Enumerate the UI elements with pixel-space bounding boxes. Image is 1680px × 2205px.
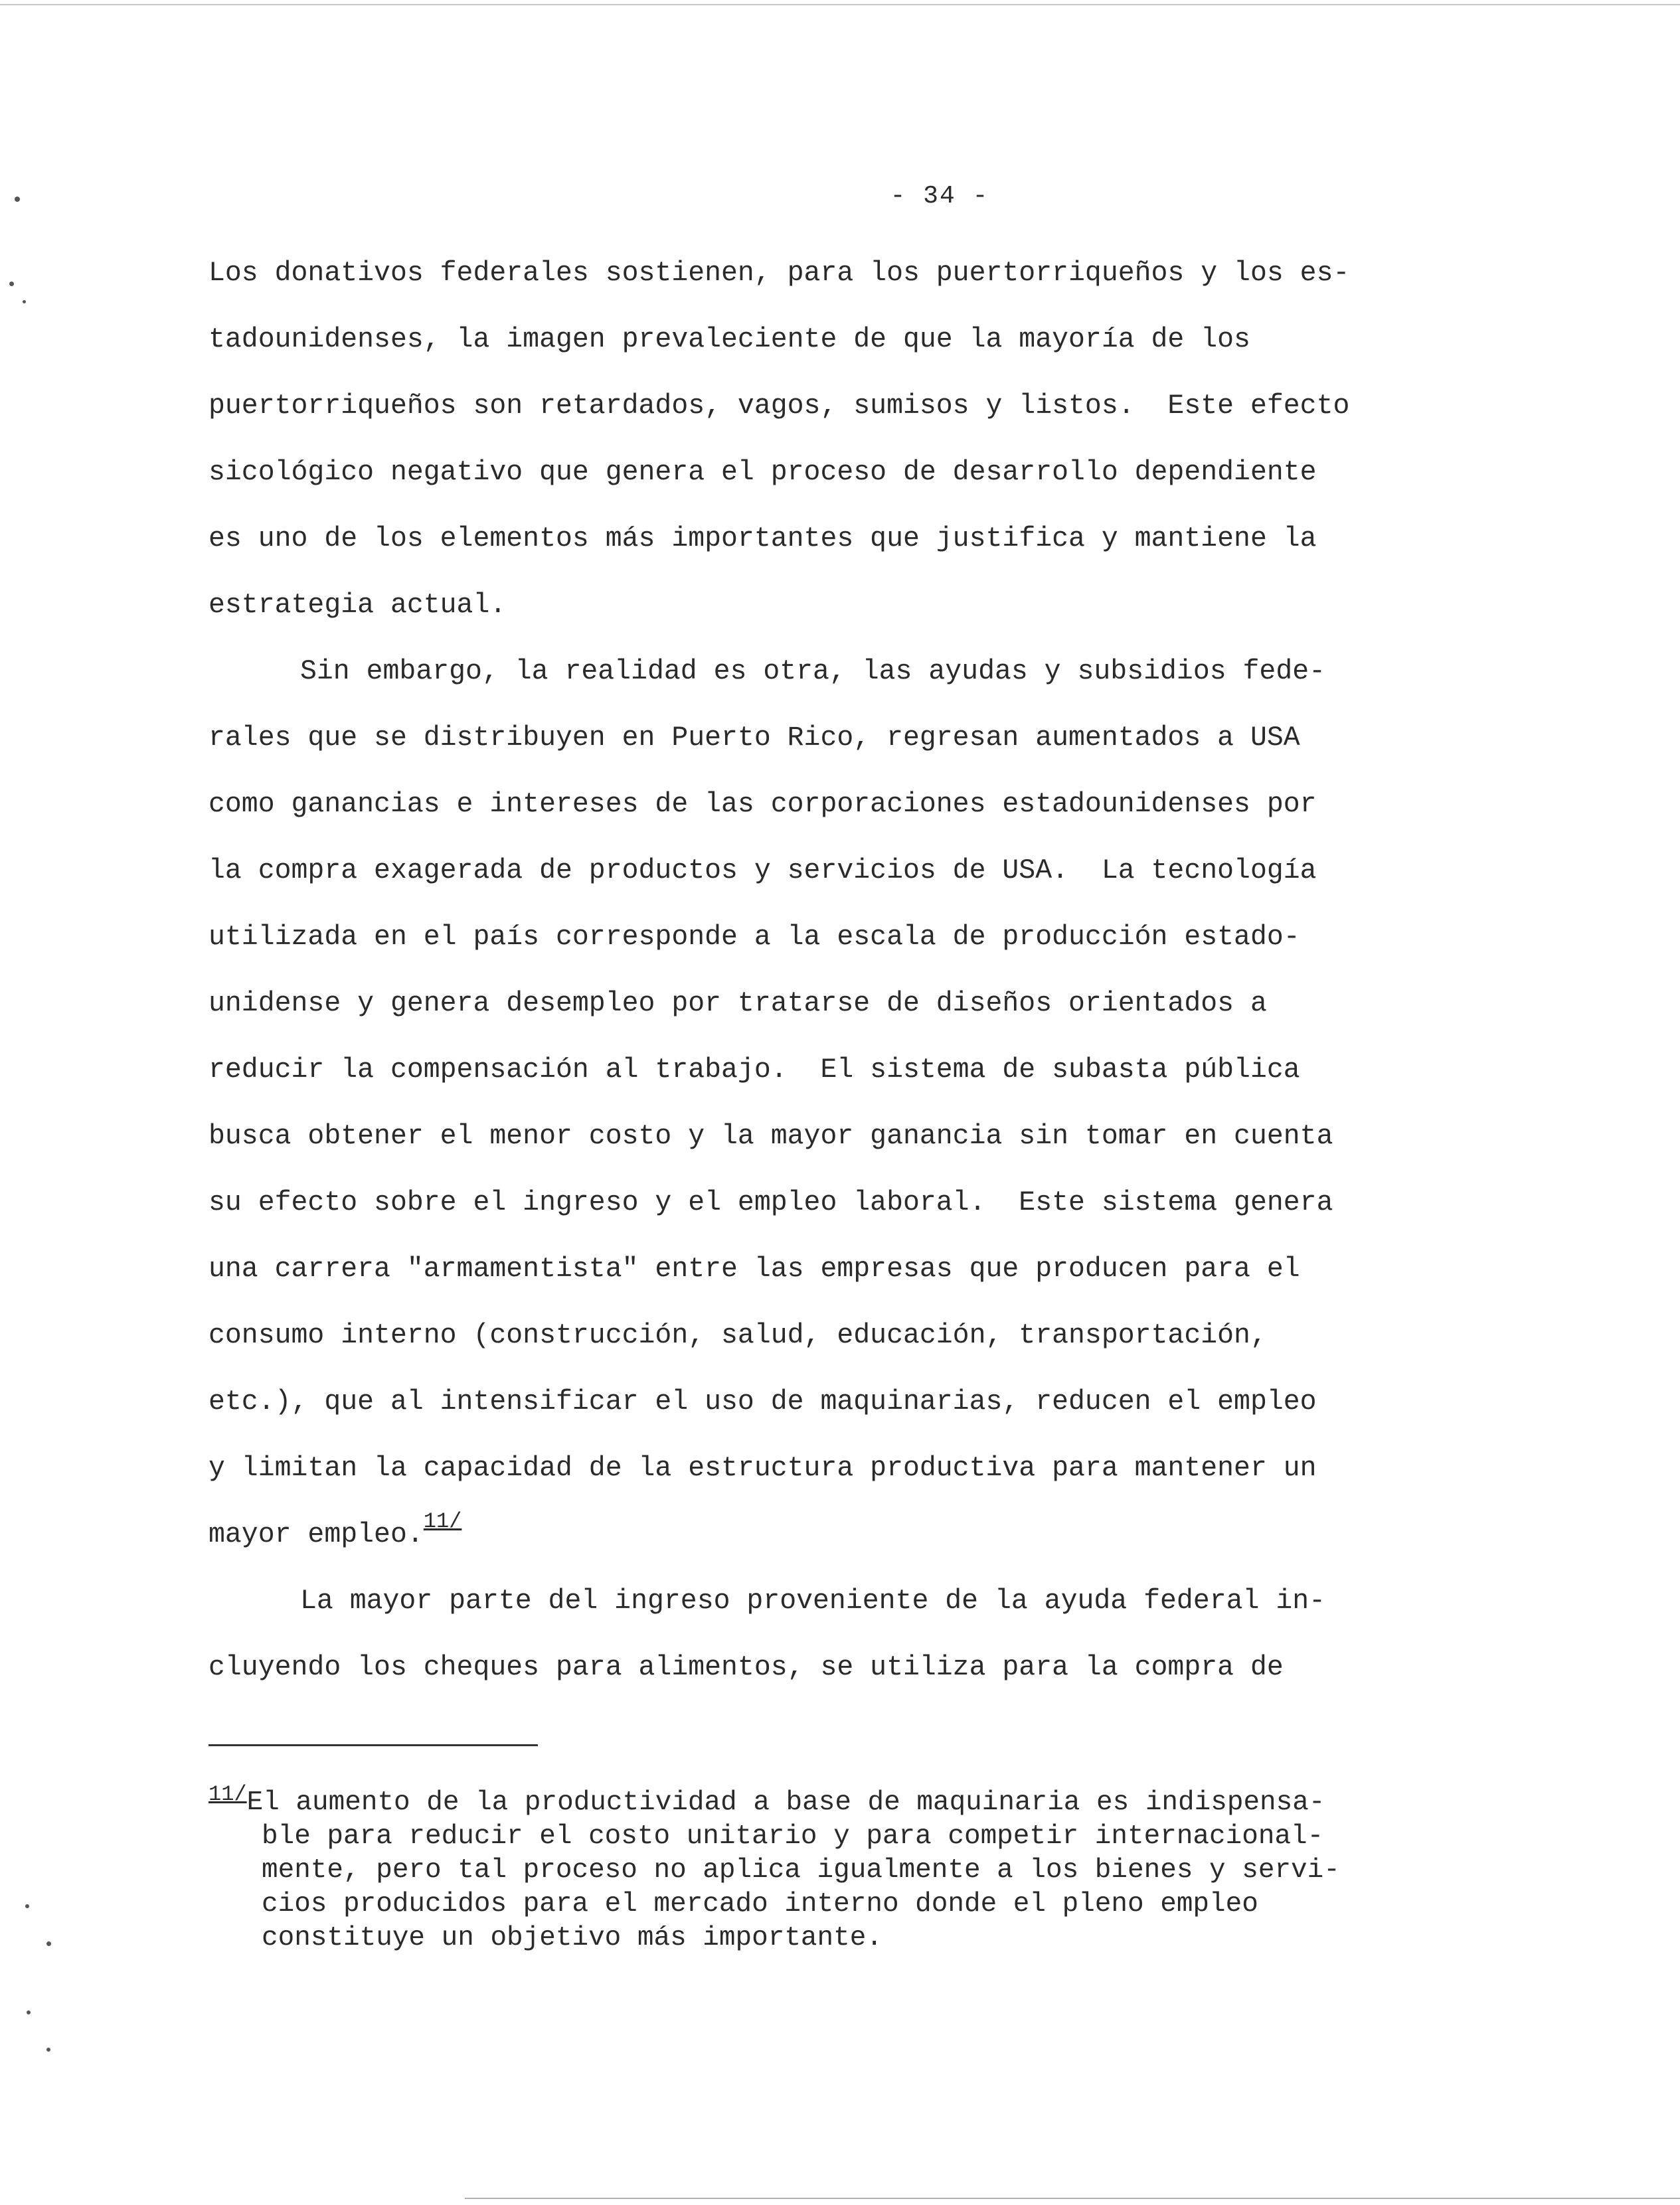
- text-line: tadounidenses, la imagen prevaleciente de que la mayoría de los: [209, 324, 1250, 355]
- page-bottom-edge: [465, 2198, 1680, 2199]
- page-top-edge: [0, 4, 1680, 5]
- footnote-text: cios producidos para el mercado interno donde el pleno empleo: [262, 1889, 1258, 1919]
- text-line: La mayor parte del ingreso proveniente de la ayuda federal in-: [300, 1586, 1326, 1617]
- text-line: como ganancias e intereses de las corporaciones estadounidenses por: [209, 789, 1317, 820]
- text-line: consumo interno (construcción, salud, educación, transportación,: [209, 1320, 1267, 1351]
- body-text: [209, 240, 1457, 1701]
- paragraph-2: [209, 639, 1457, 1568]
- text-line: rales que se distribuyen en Puerto Rico, regresan aumentados a USA: [209, 722, 1300, 754]
- footnote-first-line: [209, 1782, 1457, 1820]
- text-line: unidense y genera desempleo por tratarse de diseños orientados a: [209, 988, 1267, 1019]
- text-line: reducir la compensación al trabajo. El sistema de subasta pública: [209, 1054, 1300, 1086]
- text-line: y limitan la capacidad de la estructura productiva para mantener un: [209, 1453, 1317, 1484]
- text-line: etc.), que al intensificar el uso de maquinarias, reducen el empleo: [209, 1386, 1317, 1418]
- scan-speck: [9, 282, 14, 286]
- footnote-text: constituye un objetivo más importante.: [262, 1923, 882, 1953]
- scan-speck: [27, 2010, 31, 2014]
- scan-speck: [23, 300, 26, 303]
- footnote-label: 11/: [209, 1782, 247, 1807]
- paragraph-3: [209, 1568, 1457, 1701]
- footnote-divider: [209, 1744, 538, 1746]
- footnote-text: El aumento de la productividad a base de maquinaria es indispensa-: [246, 1787, 1325, 1818]
- text-line: Los donativos federales sostienen, para los puertorriqueños y los es-: [209, 258, 1350, 289]
- footnote-text: ble para reducir el costo unitario y para competir internacional-: [262, 1821, 1324, 1852]
- page-number: - 34 -: [890, 182, 989, 210]
- text-line: cluyendo los cheques para alimentos, se utiliza para la compra de: [209, 1652, 1284, 1683]
- scan-speck: [46, 2048, 50, 2052]
- text-line: la compra exagerada de productos y servicios de USA. La tecnología: [209, 855, 1317, 886]
- text-line: puertorriqueños son retardados, vagos, sumisos y listos. Este efecto: [209, 390, 1350, 422]
- footnote: [209, 1782, 1457, 1955]
- text-line: una carrera "armamentista" entre las empresas que producen para el: [209, 1254, 1300, 1285]
- text-line: busca obtener el menor costo y la mayor ganancia sin tomar en cuenta: [209, 1121, 1333, 1152]
- text-line: estrategia actual.: [209, 590, 507, 621]
- text-line: su efecto sobre el ingreso y el empleo laboral. Este sistema genera: [209, 1187, 1333, 1218]
- text-line: es uno de los elementos más importantes que justifica y mantiene la: [209, 523, 1317, 554]
- scan-speck: [25, 1904, 29, 1908]
- text-line: utilizada en el país corresponde a la escala de producción estado-: [209, 922, 1300, 953]
- text-line: Sin embargo, la realidad es otra, las ayudas y subsidios fede-: [300, 656, 1326, 687]
- paragraph-1: [209, 240, 1457, 639]
- text-line: sicológico negativo que genera el proceso de desarrollo dependiente: [209, 457, 1317, 488]
- footnote-text: mente, pero tal proceso no aplica igualmente a los bienes y servi-: [262, 1855, 1340, 1886]
- scan-speck: [15, 197, 20, 202]
- text-line: mayor empleo.: [209, 1519, 424, 1550]
- footnote-reference[interactable]: 11/: [423, 1509, 462, 1534]
- text-line-with-footnote: [209, 1502, 1457, 1568]
- scan-speck: [46, 1941, 51, 1946]
